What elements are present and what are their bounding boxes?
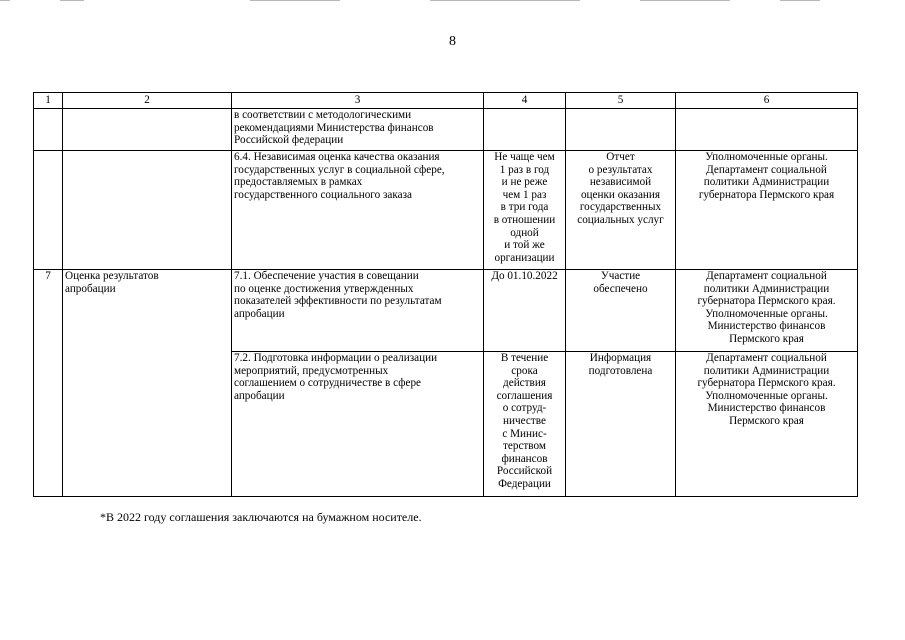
table-cell: 7.1. Обеспечение участия в совещании по оценке достижения утвержденных показателей эффективности по результатам апробации <box>232 270 484 352</box>
table-cell: Департамент социальной политики Администрации губернатора Пермского края. Уполномоченные органы. Министерство финансов Пермского края <box>676 270 858 352</box>
page-number: 8 <box>449 34 456 49</box>
table-cell: Оценка результатов апробации <box>63 270 232 497</box>
header-cell: 3 <box>232 93 484 109</box>
table-row <box>34 109 858 151</box>
table-cell <box>676 109 858 151</box>
table-cell: Информация подготовлена <box>566 352 676 497</box>
table-cell: Уполномоченные органы. Департамент социальной политики Администрации губернатора Пермского края <box>676 151 858 270</box>
table-cell: в соответствии с методологическими рекомендациями Министерства финансов Российской федерации <box>232 109 484 151</box>
document-table <box>33 92 858 497</box>
table-header-row <box>34 93 858 109</box>
header-cell: 5 <box>566 93 676 109</box>
header-cell: 6 <box>676 93 858 109</box>
table-cell: Не чаще чем 1 раз в год и не реже чем 1 раз в три года в отношении одной и той же организации <box>484 151 566 270</box>
header-cell: 2 <box>63 93 232 109</box>
table-cell <box>484 109 566 151</box>
table-cell: Отчет о результатах независимой оценки оказания государственных социальных услуг <box>566 151 676 270</box>
table-cell: В течение срока действия соглашения о сотруд- ничестве с Минис- терством финансов Российской Федерации <box>484 352 566 497</box>
table-cell <box>34 109 63 151</box>
table-cell <box>63 151 232 270</box>
table-cell: 7.2. Подготовка информации о реализации мероприятий, предусмотренных соглашением о сотрудничестве в сфере апробации <box>232 352 484 497</box>
scan-edge-marks <box>0 0 905 3</box>
table-cell: Участие обеспечено <box>566 270 676 352</box>
table-cell: До 01.10.2022 <box>484 270 566 352</box>
header-cell: 4 <box>484 93 566 109</box>
footnote: *В 2022 году соглашения заключаются на бумажном носителе. <box>100 510 422 524</box>
table-cell: 7 <box>34 270 63 497</box>
table-cell: Департамент социальной политики Администрации губернатора Пермского края. Уполномоченные органы. Министерство финансов Пермского края <box>676 352 858 497</box>
header-cell: 1 <box>34 93 63 109</box>
table-row <box>34 151 858 270</box>
table-cell <box>34 151 63 270</box>
table-cell <box>63 109 232 151</box>
table-row <box>34 270 858 352</box>
table-cell: 6.4. Независимая оценка качества оказания государственных услуг в социальной сфере, предоставляемых в рамках государственного социального заказа <box>232 151 484 270</box>
table-cell <box>566 109 676 151</box>
